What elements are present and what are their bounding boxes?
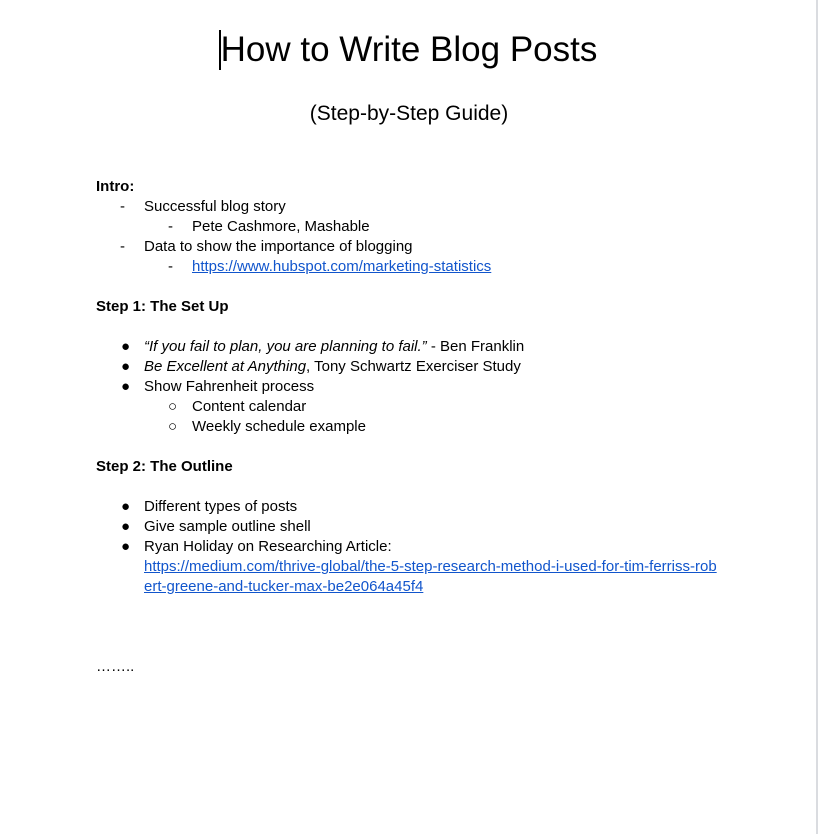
hubspot-link[interactable]: https://www.hubspot.com/marketing-statistics	[192, 258, 492, 275]
subbullet-marker: ○	[168, 418, 178, 435]
list-marker-dash: -	[120, 198, 125, 215]
quote-author: - Ben Franklin	[426, 338, 525, 355]
intro-heading[interactable]: Intro:	[96, 178, 135, 195]
step2-heading[interactable]: Step 2: The Outline	[96, 458, 233, 475]
ellipsis-text[interactable]: ……..	[96, 658, 135, 675]
subbullet-marker: ○	[168, 398, 178, 415]
step1-subitem[interactable]: Content calendar	[192, 398, 307, 415]
list-marker-dash: -	[168, 218, 173, 235]
document-subtitle[interactable]: (Step-by-Step Guide)	[309, 102, 509, 125]
list-marker-dash: -	[120, 238, 125, 255]
step1-subitem[interactable]: Weekly schedule example	[192, 418, 366, 435]
step1-item-quote[interactable]	[144, 337, 524, 357]
intro-item[interactable]: Data to show the importance of blogging	[144, 238, 413, 255]
bullet-marker: ●	[121, 378, 131, 395]
bullet-marker: ●	[121, 338, 131, 355]
step1-heading[interactable]: Step 1: The Set Up	[96, 298, 229, 315]
text-cursor	[219, 30, 221, 70]
step1-item-process[interactable]: Show Fahrenheit process	[144, 378, 315, 395]
step2-item[interactable]: Ryan Holiday on Researching Article:	[144, 538, 392, 555]
step2-item[interactable]: Give sample outline shell	[144, 518, 311, 535]
intro-subitem[interactable]: Pete Cashmore, Mashable	[192, 218, 370, 235]
step1-item-book[interactable]	[144, 357, 521, 377]
bullet-marker: ●	[121, 538, 131, 555]
quote-text: “If you fail to plan, you are planning to fail.”	[144, 338, 427, 355]
document-title[interactable]: How to Write Blog Posts	[220, 30, 598, 69]
medium-link-line	[144, 577, 423, 597]
bullet-marker: ●	[121, 498, 131, 515]
step2-item[interactable]: Different types of posts	[144, 498, 298, 515]
medium-link-continued[interactable]: ert-greene-and-tucker-max-be2e064a45f4	[144, 578, 424, 595]
bullet-marker: ●	[121, 358, 131, 375]
intro-item[interactable]: Successful blog story	[144, 198, 286, 215]
medium-link[interactable]: https://medium.com/thrive-global/the-5-step-research-method-i-used-for-tim-ferriss-rob	[144, 558, 717, 575]
book-title: Be Excellent at Anything	[144, 358, 307, 375]
medium-link-line	[144, 557, 717, 577]
intro-subitem	[192, 257, 491, 277]
bullet-marker: ●	[121, 518, 131, 535]
book-rest: , Tony Schwartz Exerciser Study	[306, 358, 521, 375]
list-marker-dash: -	[168, 258, 173, 275]
